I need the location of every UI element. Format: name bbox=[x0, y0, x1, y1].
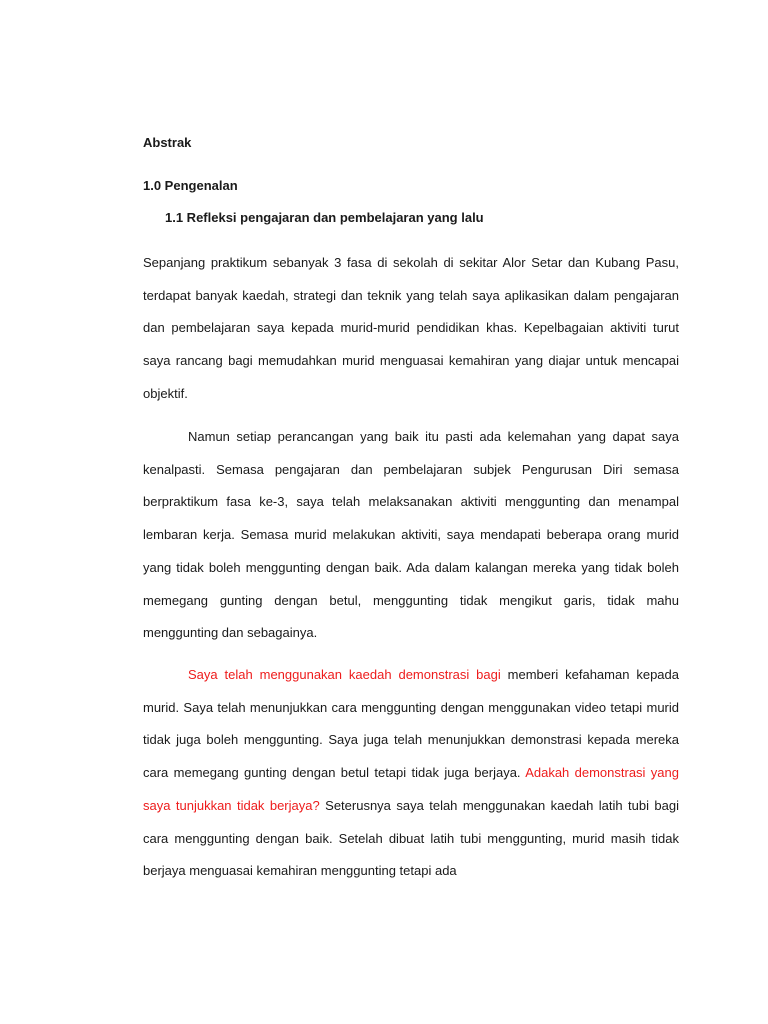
paragraph-2: Namun setiap perancangan yang baik itu pasti ada kelemahan yang dapat saya kenalpasti. Semasa pengajaran dan pembelajaran subjek Pengurusan Diri semasa berpraktikum fasa ke-3, saya telah melaksanakan aktiviti menggunting dan menampal lembaran kerja. Semasa murid melakukan aktiviti, saya mendapati beberapa orang murid yang tidak boleh menggunting dengan baik. Ada dalam kalangan mereka yang tidak boleh memegang gunting dengan betul, menggunting tidak mengikut garis, tidak mahu menggunting dan sebagainya. bbox=[143, 429, 679, 641]
heading-pengenalan: 1.0 Pengenalan bbox=[143, 178, 238, 193]
paragraph-3-text-2: Seterusnya saya telah menggunakan kaedah latih tubi bagi cara menggunting dengan baik. Setelah dibuat latih tubi menggunting, murid masih tidak berjaya menguasai kemahiran menggunting tetapi ada bbox=[143, 797, 679, 879]
highlight-text-1: Saya telah menggunakan kaedah demonstrasi bagi bbox=[188, 667, 501, 682]
heading-refleksi: 1.1 Refleksi pengajaran dan pembelajaran yang lalu bbox=[165, 210, 484, 225]
heading-abstrak: Abstrak bbox=[143, 135, 192, 150]
paragraph-3-text-1: memberi kefahaman kepada murid. Saya telah menunjukkan cara menggunting dengan menggunakan video tetapi murid tidak juga boleh menggunting. Saya juga telah menunjukkan demonstrasi kepada mereka cara memegang gunting dengan betul tetapi tidak juga berjaya. bbox=[143, 667, 679, 781]
paragraph-1: Sepanjang praktikum sebanyak 3 fasa di sekolah di sekitar Alor Setar dan Kubang Pasu, terdapat banyak kaedah, strategi dan teknik yang telah saya aplikasikan dalam pengajaran dan pembelajaran saya kepada murid-murid pendidikan khas. Kepelbagaian aktiviti turut saya rancang bagi memudahkan murid menguasai kemahiran yang diajar untuk mencapai objektif. bbox=[143, 255, 679, 401]
highlight-text-2: Adakah demonstrasi yang saya tunjukkan tidak berjaya? bbox=[143, 765, 679, 813]
paragraph-3 bbox=[143, 659, 679, 888]
